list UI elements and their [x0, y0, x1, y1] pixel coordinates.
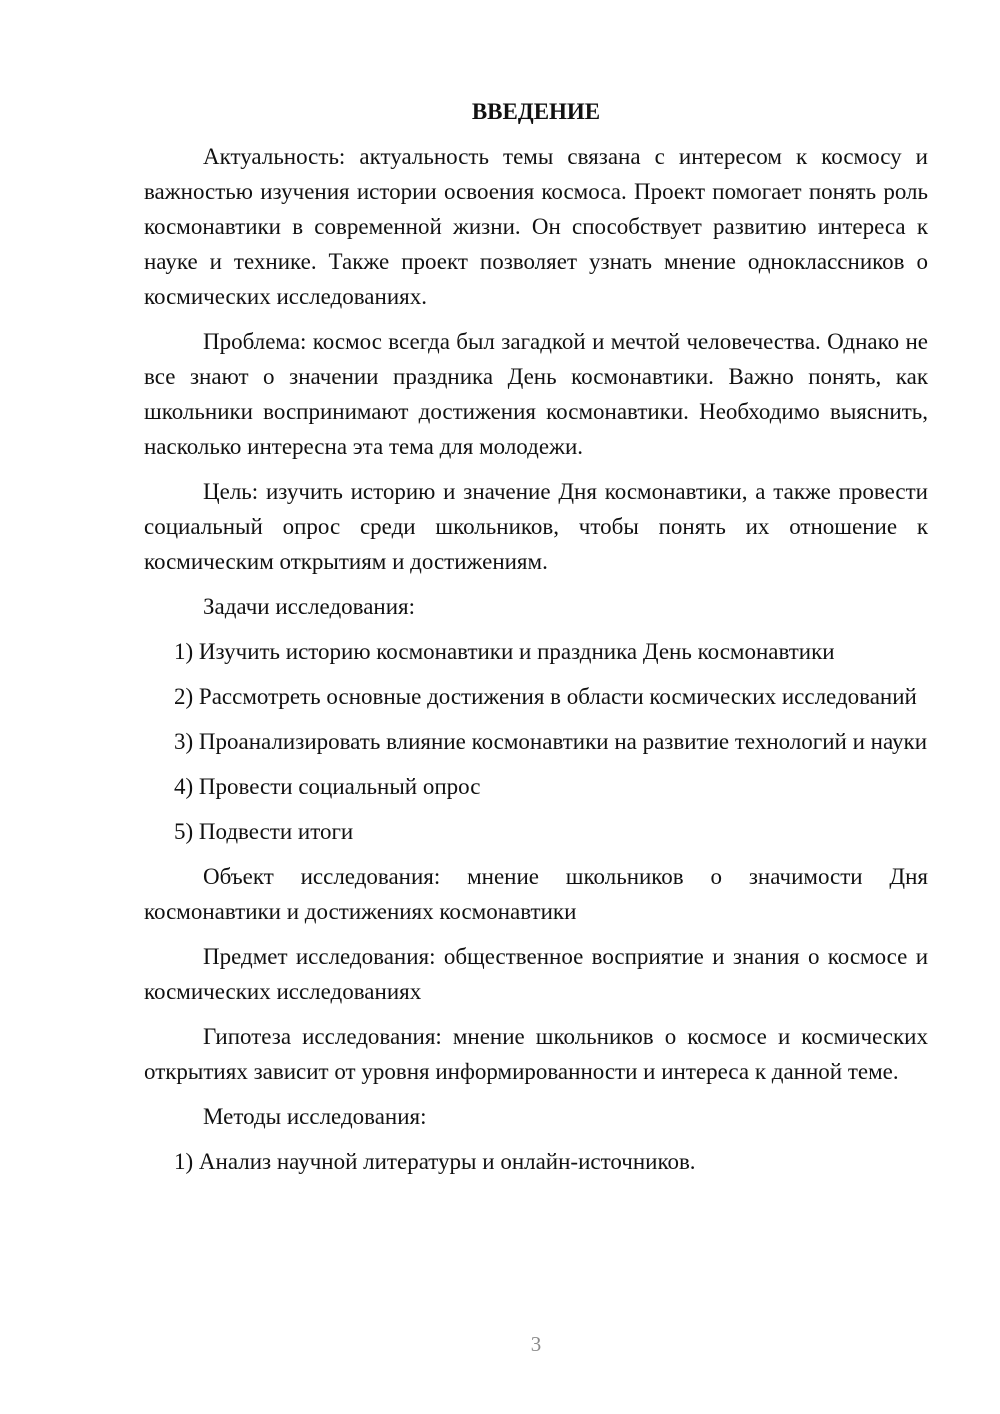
- problem-paragraph: Проблема: космос всегда был загадкой и мечтой человечества. Однако не все знают о значении праздника День космонавтики. Важно понять, как школьники воспринимают достижения космонавтики. Необходимо выяснить, насколько интересна эта тема для молодежи.: [144, 329, 928, 459]
- page-title: ВВЕДЕНИЕ: [471, 99, 601, 124]
- page-number: 3: [530, 1332, 542, 1356]
- task-item: 2) Рассмотреть основные достижения в области космических исследований: [174, 684, 917, 709]
- goal-paragraph: Цель: изучить историю и значение Дня космонавтики, а также провести социальный опрос среди школьников, чтобы понять их отношение к космическим открытиям и достижениям.: [144, 479, 928, 574]
- subject-paragraph: Предмет исследования: общественное восприятие и знания о космосе и космических исследованиях: [144, 944, 928, 1004]
- hypothesis-paragraph: Гипотеза исследования: мнение школьников о космосе и космических открытиях зависит от уровня информированности и интереса к данной теме.: [144, 1024, 928, 1084]
- methods-heading: Методы исследования:: [203, 1104, 427, 1129]
- method-item: 1) Анализ научной литературы и онлайн-источников.: [174, 1149, 696, 1174]
- relevance-paragraph: Актуальность: актуальность темы связана с интересом к космосу и важностью изучения истории освоения космоса. Проект помогает понять роль космонавтики в современной жизни. Он способствует развитию интереса к науке и технике. Также проект позволяет узнать мнение одноклассников о космических исследованиях.: [144, 144, 928, 309]
- object-paragraph: Объект исследования: мнение школьников о значимости Дня космонавтики и достижениях космонавтики: [144, 864, 928, 924]
- tasks-heading: Задачи исследования:: [203, 594, 416, 619]
- task-item: 1) Изучить историю космонавтики и праздника День космонавтики: [174, 639, 835, 664]
- task-item: 4) Провести социальный опрос: [174, 774, 481, 799]
- document-page: [144, 94, 928, 1189]
- task-item: 3) Проанализировать влияние космонавтики на развитие технологий и науки: [174, 729, 928, 754]
- task-item: 5) Подвести итоги: [174, 819, 354, 844]
